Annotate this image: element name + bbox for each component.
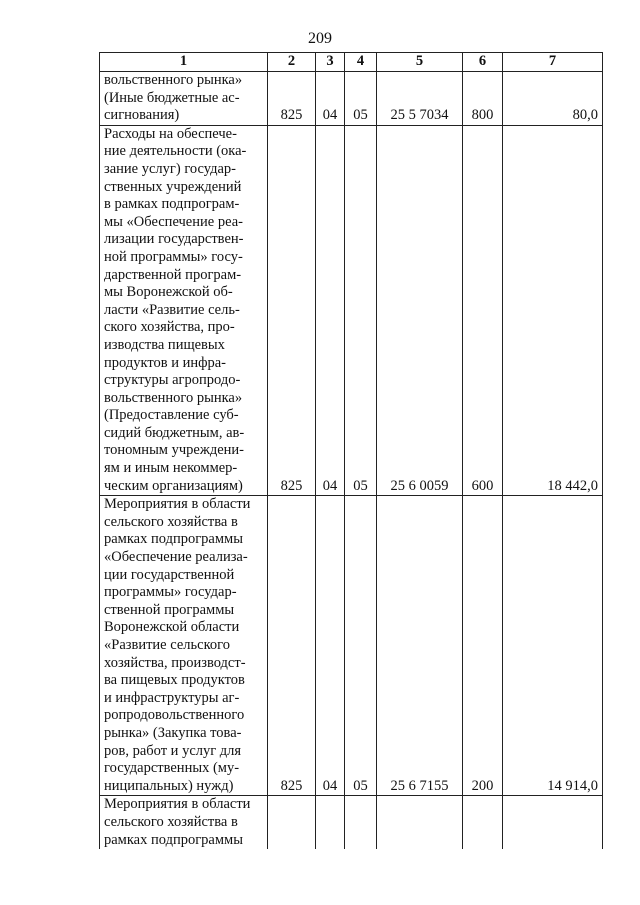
type-code: 800 — [463, 72, 503, 126]
ministry-code: 825 — [268, 72, 316, 126]
table-row — [100, 496, 603, 796]
header-cell: 3 — [316, 53, 345, 72]
table-row — [100, 72, 603, 126]
subsection-code: 05 — [345, 125, 377, 495]
header-row — [100, 53, 603, 72]
row-description: вольственного рынка» (Иные бюджетные ас- сигнования) — [100, 72, 268, 126]
type-code: 600 — [463, 125, 503, 495]
section-code — [316, 796, 345, 849]
amount: 18 442,0 — [503, 125, 603, 495]
target-code: 25 6 0059 — [377, 125, 463, 495]
subsection-code — [345, 796, 377, 849]
table-row — [100, 796, 603, 849]
header-cell: 6 — [463, 53, 503, 72]
header-cell: 2 — [268, 53, 316, 72]
header-cell: 5 — [377, 53, 463, 72]
type-code — [463, 796, 503, 849]
amount — [503, 796, 603, 849]
subsection-code: 05 — [345, 496, 377, 796]
section-code: 04 — [316, 72, 345, 126]
target-code: 25 5 7034 — [377, 72, 463, 126]
amount: 80,0 — [503, 72, 603, 126]
header-cell: 7 — [503, 53, 603, 72]
budget-table — [99, 52, 603, 849]
target-code: 25 6 7155 — [377, 496, 463, 796]
target-code — [377, 796, 463, 849]
ministry-code — [268, 796, 316, 849]
subsection-code: 05 — [345, 72, 377, 126]
table-row — [100, 125, 603, 495]
section-code: 04 — [316, 125, 345, 495]
page-number: 209 — [308, 30, 332, 47]
row-description: Мероприятия в области сельского хозяйства в рамках подпрограммы «Обеспечение реализа- ции государственной программы» государ- ственной программы Воронежской области «Развитие сельского хозяйства, производст- ва пищевых продуктов и инфраструктуры аг- ропродовольственного рынка» (Закупка това- ров, работ и услуг для государственных (му- ниципальных) нужд) — [100, 496, 268, 796]
type-code: 200 — [463, 496, 503, 796]
section-code: 04 — [316, 496, 345, 796]
ministry-code: 825 — [268, 125, 316, 495]
amount: 14 914,0 — [503, 496, 603, 796]
row-description: Расходы на обеспече- ние деятельности (ока- зание услуг) государ- ственных учреждений в рамках подпрограм- мы «Обеспечение реа- лизации государствен- ной программы» госу- дарственной програм- мы Воронежской об- ласти «Развитие сель- ского хозяйства, про- изводства пищевых продуктов и инфра- структуры агропродо- вольственного рынка» (Предоставление суб- сидий бюджетным, ав- тономным учреждени- ям и иным некоммер- ческим организациям) — [100, 125, 268, 495]
header-cell: 4 — [345, 53, 377, 72]
header-cell: 1 — [100, 53, 268, 72]
row-description: Мероприятия в области сельского хозяйства в рамках подпрограммы — [100, 796, 268, 849]
ministry-code: 825 — [268, 496, 316, 796]
